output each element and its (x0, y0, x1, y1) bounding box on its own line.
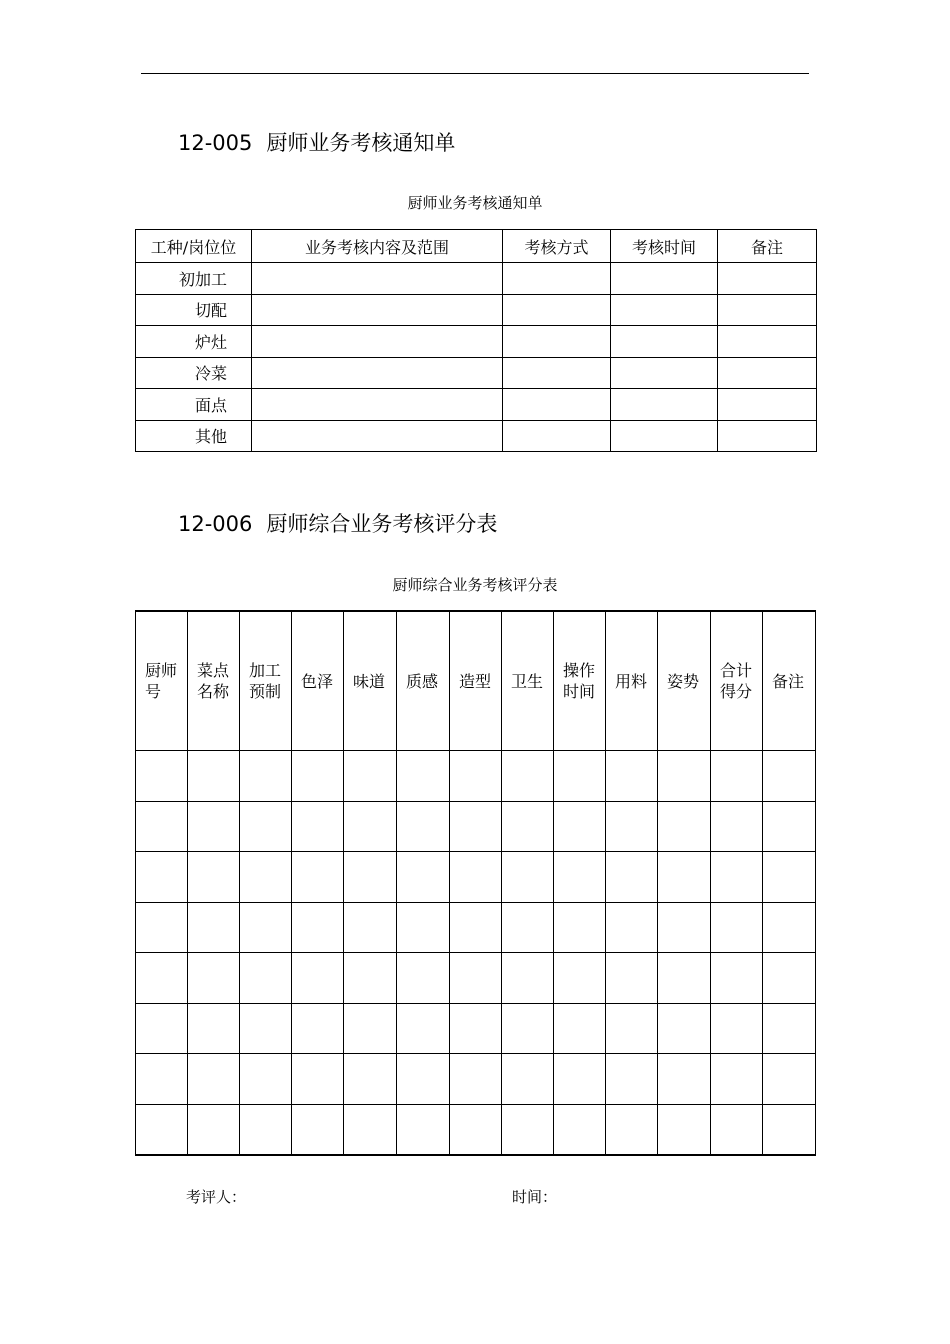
table-cell[interactable] (606, 1104, 658, 1155)
table-cell[interactable] (188, 852, 240, 903)
table-row (136, 326, 817, 358)
notice-table (135, 229, 817, 452)
table-cell[interactable] (502, 1054, 554, 1105)
row-label: 切配 (136, 294, 252, 326)
table-cell[interactable] (658, 1054, 711, 1105)
section-2-title: 厨师综合业务考核评分表 (266, 512, 498, 536)
score-table-header-row (136, 611, 816, 751)
table-cell[interactable] (344, 1054, 397, 1105)
table-cell[interactable] (344, 953, 397, 1004)
table-cell[interactable] (763, 953, 816, 1004)
table-cell[interactable] (397, 902, 450, 953)
table-cell[interactable] (611, 389, 718, 421)
col-header-remarks: 备注 (718, 230, 817, 263)
table-cell[interactable] (606, 1054, 658, 1105)
table-cell[interactable] (136, 953, 188, 1004)
row-label: 冷菜 (136, 357, 252, 389)
table-row (136, 852, 816, 903)
table-cell[interactable] (711, 902, 763, 953)
table-cell[interactable] (554, 1104, 606, 1155)
table-cell[interactable] (344, 902, 397, 953)
table-cell[interactable] (397, 1104, 450, 1155)
table-cell[interactable] (711, 1054, 763, 1105)
table-cell[interactable] (554, 953, 606, 1004)
col-header-dish-name: 菜点名称 (188, 611, 240, 751)
table-cell[interactable] (240, 801, 292, 852)
table-cell[interactable] (450, 801, 502, 852)
table-cell[interactable] (606, 751, 658, 802)
table-cell[interactable] (718, 389, 817, 421)
header-rule (141, 73, 809, 74)
table-cell[interactable] (252, 326, 503, 358)
table-cell[interactable] (658, 751, 711, 802)
table-cell[interactable] (711, 751, 763, 802)
col-header-content-scope: 业务考核内容及范围 (252, 230, 503, 263)
table-cell[interactable] (188, 1104, 240, 1155)
table-row (136, 801, 816, 852)
table-cell[interactable] (502, 1003, 554, 1054)
table-cell[interactable] (658, 953, 711, 1004)
section-1-number: 12-005 (178, 131, 253, 155)
table-row (136, 1104, 816, 1155)
table-cell[interactable] (503, 294, 611, 326)
table-cell[interactable] (450, 1054, 502, 1105)
table-cell[interactable] (188, 953, 240, 1004)
table-cell[interactable] (658, 801, 711, 852)
table-cell[interactable] (292, 1104, 344, 1155)
col-header-total-score: 合计得分 (711, 611, 763, 751)
table-cell[interactable] (763, 1003, 816, 1054)
table-cell[interactable] (503, 357, 611, 389)
table-cell[interactable] (292, 902, 344, 953)
col-header-ingredients: 用料 (606, 611, 658, 751)
col-header-taste: 味道 (344, 611, 397, 751)
table-cell[interactable] (188, 902, 240, 953)
table-cell[interactable] (658, 852, 711, 903)
table-cell[interactable] (136, 801, 188, 852)
table-cell[interactable] (136, 1104, 188, 1155)
table-cell[interactable] (658, 902, 711, 953)
table-cell[interactable] (450, 751, 502, 802)
table-cell[interactable] (611, 326, 718, 358)
table-cell[interactable] (252, 294, 503, 326)
table-cell[interactable] (344, 1003, 397, 1054)
table-2-caption: 厨师综合业务考核评分表 (392, 576, 558, 594)
table-cell[interactable] (718, 263, 817, 295)
table-cell[interactable] (711, 1104, 763, 1155)
table-cell[interactable] (136, 751, 188, 802)
table-cell[interactable] (711, 1003, 763, 1054)
table-cell[interactable] (718, 294, 817, 326)
table-cell[interactable] (344, 852, 397, 903)
table-cell[interactable] (450, 852, 502, 903)
table-cell[interactable] (763, 1104, 816, 1155)
section-1-title: 厨师业务考核通知单 (266, 131, 456, 155)
table-row (136, 751, 816, 802)
section-2-number: 12-006 (178, 512, 253, 536)
table-cell[interactable] (554, 852, 606, 903)
table-cell[interactable] (240, 1104, 292, 1155)
table-cell[interactable] (763, 801, 816, 852)
table-cell[interactable] (554, 801, 606, 852)
table-cell[interactable] (606, 953, 658, 1004)
table-cell[interactable] (252, 420, 503, 452)
time-label: 时间： (512, 1188, 558, 1206)
table-cell[interactable] (554, 1054, 606, 1105)
table-cell[interactable] (292, 953, 344, 1004)
section-1-heading (178, 127, 455, 157)
table-1-caption: 厨师业务考核通知单 (407, 194, 543, 212)
table-row (136, 294, 817, 326)
notice-table-header-row (136, 230, 817, 263)
col-header-prep: 加工预制 (240, 611, 292, 751)
table-cell[interactable] (502, 852, 554, 903)
row-label: 面点 (136, 389, 252, 421)
table-cell[interactable] (397, 1054, 450, 1105)
table-cell[interactable] (292, 801, 344, 852)
table-row (136, 902, 816, 953)
table-cell[interactable] (292, 852, 344, 903)
col-header-time: 考核时间 (611, 230, 718, 263)
table-cell[interactable] (252, 389, 503, 421)
table-cell[interactable] (240, 953, 292, 1004)
table-cell[interactable] (718, 326, 817, 358)
table-cell[interactable] (188, 1054, 240, 1105)
table-cell[interactable] (718, 420, 817, 452)
table-cell[interactable] (240, 1003, 292, 1054)
table-cell[interactable] (240, 902, 292, 953)
table-row (136, 1054, 816, 1105)
table-cell[interactable] (718, 357, 817, 389)
score-table-body (136, 751, 816, 1156)
table-cell[interactable] (450, 953, 502, 1004)
table-cell[interactable] (711, 852, 763, 903)
table-cell[interactable] (292, 1054, 344, 1105)
table-cell[interactable] (606, 1003, 658, 1054)
table-cell[interactable] (502, 953, 554, 1004)
row-label: 初加工 (136, 263, 252, 295)
col-header-method: 考核方式 (503, 230, 611, 263)
table-cell[interactable] (503, 326, 611, 358)
score-table (135, 610, 816, 1156)
table-cell[interactable] (502, 1104, 554, 1155)
table-cell[interactable] (554, 1003, 606, 1054)
table-cell[interactable] (397, 953, 450, 1004)
row-label: 炉灶 (136, 326, 252, 358)
table-cell[interactable] (711, 953, 763, 1004)
table-cell[interactable] (763, 1054, 816, 1105)
table-cell[interactable] (606, 902, 658, 953)
table-cell[interactable] (344, 751, 397, 802)
table-cell[interactable] (188, 801, 240, 852)
table-cell[interactable] (188, 1003, 240, 1054)
table-cell[interactable] (554, 902, 606, 953)
col-header-color: 色泽 (292, 611, 344, 751)
evaluator-label: 考评人： (186, 1188, 247, 1206)
table-cell[interactable] (606, 852, 658, 903)
table-cell[interactable] (450, 1003, 502, 1054)
table-cell[interactable] (136, 1003, 188, 1054)
col-header-chef-no: 厨师号 (136, 611, 188, 751)
table-cell[interactable] (763, 852, 816, 903)
table-cell[interactable] (502, 751, 554, 802)
col-header-remarks: 备注 (763, 611, 816, 751)
row-label: 其他 (136, 420, 252, 452)
col-header-hygiene: 卫生 (502, 611, 554, 751)
table-cell[interactable] (136, 902, 188, 953)
table-cell[interactable] (503, 389, 611, 421)
table-row (136, 389, 817, 421)
table-cell[interactable] (397, 751, 450, 802)
table-cell[interactable] (397, 801, 450, 852)
table-cell[interactable] (240, 852, 292, 903)
table-cell[interactable] (611, 263, 718, 295)
table-cell[interactable] (136, 852, 188, 903)
table-cell[interactable] (292, 751, 344, 802)
table-cell[interactable] (763, 751, 816, 802)
table-cell[interactable] (252, 357, 503, 389)
table-cell[interactable] (188, 751, 240, 802)
table-row (136, 953, 816, 1004)
table-cell[interactable] (136, 1054, 188, 1105)
section-2-heading (178, 508, 497, 538)
table-row (136, 1003, 816, 1054)
table-row (136, 263, 817, 295)
table-cell[interactable] (502, 902, 554, 953)
col-header-operation-time: 操作时间 (554, 611, 606, 751)
table-cell[interactable] (240, 1054, 292, 1105)
table-cell[interactable] (502, 801, 554, 852)
table-cell[interactable] (611, 294, 718, 326)
col-header-position: 工种/岗位位 (136, 230, 252, 263)
table-row (136, 357, 817, 389)
table-cell[interactable] (658, 1003, 711, 1054)
col-header-texture: 质感 (397, 611, 450, 751)
table-cell[interactable] (344, 801, 397, 852)
table-cell[interactable] (252, 263, 503, 295)
table-cell[interactable] (292, 1003, 344, 1054)
col-header-shape: 造型 (450, 611, 502, 751)
table-cell[interactable] (658, 1104, 711, 1155)
table-cell[interactable] (611, 357, 718, 389)
table-cell[interactable] (344, 1104, 397, 1155)
table-cell[interactable] (450, 1104, 502, 1155)
table-cell[interactable] (711, 801, 763, 852)
table-cell[interactable] (606, 801, 658, 852)
table-cell[interactable] (611, 420, 718, 452)
table-cell[interactable] (397, 852, 450, 903)
table-cell[interactable] (763, 902, 816, 953)
table-cell[interactable] (503, 263, 611, 295)
table-cell[interactable] (503, 420, 611, 452)
table-cell[interactable] (397, 1003, 450, 1054)
table-cell[interactable] (554, 751, 606, 802)
table-cell[interactable] (450, 902, 502, 953)
table-cell[interactable] (240, 751, 292, 802)
col-header-posture: 姿势 (658, 611, 711, 751)
table-row (136, 420, 817, 452)
